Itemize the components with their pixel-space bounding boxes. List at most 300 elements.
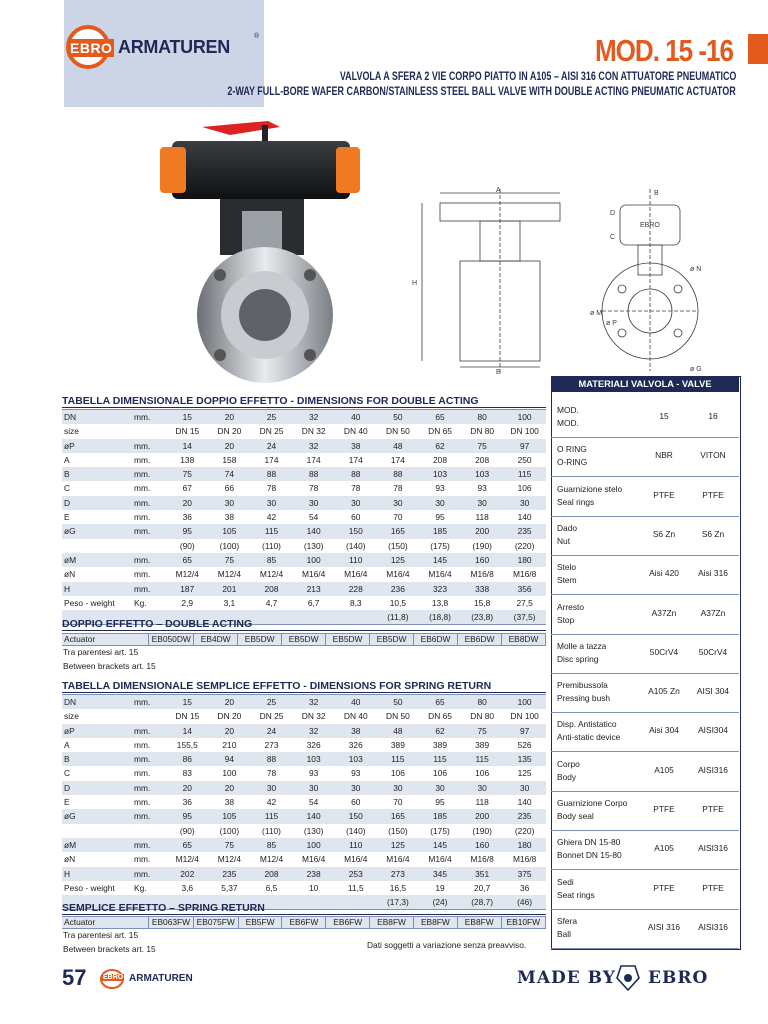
material-part-it: Guarnizione stelo: [557, 483, 623, 494]
table-cell: 20: [208, 724, 250, 738]
table-cell: 326: [348, 739, 363, 750]
material-value-v16: PTFE: [702, 804, 724, 814]
material-part-en: Body seal: [557, 811, 594, 821]
table-cell: 100: [503, 410, 546, 425]
actuator-cell: EB5FW: [238, 917, 282, 929]
table-cell: 83: [182, 768, 192, 779]
actuator-cell: EB075FW: [193, 917, 238, 929]
dim-label-g: ø G: [690, 366, 702, 373]
table-cell: 125: [377, 553, 419, 567]
material-value-v16: AISI304: [698, 725, 728, 736]
row-unit: [132, 539, 166, 553]
table-cell: 125: [517, 768, 532, 779]
double-acting-actuator-table: [62, 633, 546, 646]
table-row: [62, 709, 546, 723]
table-cell: (37,5): [503, 610, 546, 625]
dim-label-c: C: [610, 234, 616, 241]
row-label: B: [62, 467, 132, 481]
table-cell: 20,7: [473, 882, 491, 893]
material-part: [557, 797, 641, 823]
table-cell: 78: [266, 483, 277, 494]
table-cell: 30: [335, 781, 377, 795]
row-unit: [132, 709, 166, 723]
material-part-it: Premibussola: [557, 680, 608, 691]
row-unit: mm.: [134, 512, 151, 523]
material-value-v15: PTFE: [653, 489, 675, 500]
table-cell: 80: [461, 410, 503, 425]
table-cell: 15: [166, 410, 208, 425]
table-cell: (24): [419, 895, 461, 910]
row-label: øP: [62, 439, 132, 453]
materials-row: [551, 437, 739, 477]
table-cell: 100: [293, 838, 335, 852]
table-cell: 75: [208, 838, 250, 852]
table-cell: DN 100: [510, 426, 539, 437]
dim-label-m: ø M: [590, 310, 603, 317]
row-unit: Kg.: [134, 597, 147, 608]
table-cell: 16,5: [389, 882, 407, 893]
material-value-v15: PTFE: [653, 882, 675, 893]
table-cell: 160: [461, 553, 503, 567]
table-cell: 30: [503, 496, 546, 510]
actuator-cell: EB8DW: [501, 634, 545, 646]
table-cell: 62: [419, 439, 461, 453]
logo-ebro: EBRO: [70, 40, 113, 56]
table-cell: 60: [351, 512, 361, 523]
materials-title: MATERIALI VALVOLA - VALVE MATERIALS: [551, 376, 739, 392]
table-cell: DN 100: [510, 711, 539, 722]
row-label: D: [62, 496, 132, 510]
table-cell: 110: [335, 838, 377, 852]
material-part-en: Ball: [557, 928, 571, 939]
materials-row: [551, 870, 739, 910]
table-cell: 74: [208, 467, 250, 481]
materials-row: [551, 595, 739, 635]
table-cell: 118: [475, 797, 489, 808]
table-cell: (28,7): [461, 895, 503, 910]
table-cell: M16/8: [470, 569, 494, 580]
material-part-it: Dado: [557, 522, 578, 533]
table-cell: (130): [303, 540, 324, 551]
table-cell: 526: [517, 739, 532, 750]
actuator-label: Actuator: [62, 634, 149, 646]
table-cell: 228: [335, 582, 377, 596]
table-cell: 106: [517, 483, 532, 494]
row-label: Peso - weight: [64, 597, 115, 608]
valve-photo: [150, 115, 395, 385]
row-label: C: [64, 483, 71, 494]
table-cell: DN 32: [301, 711, 326, 722]
material-value-v15: A105: [654, 843, 674, 854]
material-value-v16: Aisi 316: [698, 568, 728, 579]
table-cell: 238: [293, 867, 335, 881]
actuator-cell: EB8FW: [457, 917, 501, 929]
dim-label-d: D: [610, 210, 616, 217]
table-cell: 375: [503, 867, 546, 881]
table-cell: 78: [393, 483, 403, 494]
table-cell: 48: [377, 724, 419, 738]
table-cell: 78: [308, 483, 319, 494]
table-cell: 106: [475, 768, 490, 779]
table-cell: DN 80: [470, 711, 495, 722]
table-cell: 94: [208, 752, 250, 766]
table-cell: 115: [461, 752, 503, 766]
double-acting-actuator-title: DOPPIO EFFETTO – DOUBLE ACTING: [62, 618, 546, 631]
table-cell: 140: [517, 797, 532, 808]
table-cell: M16/4: [344, 569, 368, 580]
material-value-v15: AISI 316: [647, 921, 681, 932]
table-cell: 208: [475, 454, 490, 465]
table-cell: 338: [461, 582, 503, 596]
actuator-cell: EB10FW: [501, 917, 545, 929]
table-cell: 326: [306, 739, 321, 750]
table-cell: 95: [435, 797, 445, 808]
table-row: [62, 524, 546, 538]
dim-label-e: E: [496, 369, 501, 375]
material-part: [557, 876, 641, 902]
material-part: [557, 404, 641, 430]
table-cell: (17,3): [377, 895, 419, 910]
row-label: Peso - weight: [64, 882, 115, 893]
made-by-brand: EBRO: [648, 968, 709, 988]
table-cell: 42: [266, 512, 277, 523]
table-cell: M16/4: [302, 569, 326, 580]
table-cell: 50: [377, 695, 419, 710]
table-cell: 273: [264, 739, 279, 750]
row-unit: mm.: [132, 439, 166, 453]
table-cell: 4,7: [265, 597, 278, 608]
table-cell: 100: [222, 768, 237, 779]
table-cell: (46): [503, 895, 546, 910]
material-value-v16: AISI 304: [696, 686, 730, 697]
table-cell: 125: [377, 838, 419, 852]
table-cell: 88: [250, 752, 292, 766]
table-cell: 140: [293, 524, 335, 538]
table-cell: 250: [517, 454, 532, 465]
table-cell: (220): [514, 825, 535, 836]
table-cell: 115: [419, 752, 461, 766]
table-cell: 66: [224, 483, 235, 494]
row-label: H: [62, 867, 132, 881]
table-cell: 105: [208, 524, 250, 538]
material-part-en: Stem: [557, 575, 577, 586]
actuator-cell: EB5DW: [282, 634, 326, 646]
material-part: [557, 443, 641, 469]
table-cell: 85: [250, 553, 292, 567]
material-value-v16: AISI316: [698, 764, 728, 775]
table-cell: 13,8: [431, 597, 449, 608]
table-cell: 201: [208, 582, 250, 596]
table-cell: 30: [461, 496, 503, 510]
table-cell: 185: [419, 524, 461, 538]
dim-label-n: ø N: [690, 266, 702, 273]
row-unit: [132, 824, 166, 838]
table-row: [62, 510, 546, 524]
table-cell: 20: [208, 410, 250, 425]
table-cell: 6,5: [265, 882, 278, 893]
row-label: DN: [62, 410, 132, 425]
actuator-cell: EB6FW: [282, 917, 326, 929]
material-part-en: Anti-static device: [557, 732, 621, 743]
table-cell: 25: [250, 695, 292, 710]
material-part-en: Pressing bush: [557, 693, 611, 704]
table-cell: 75: [461, 439, 503, 453]
table-cell: 32: [293, 410, 335, 425]
table-row: [62, 795, 546, 809]
table-cell: 174: [348, 454, 363, 465]
actuator-cell: EB5DW: [370, 634, 414, 646]
table-cell: 30: [461, 781, 503, 795]
table-cell: 38: [335, 439, 377, 453]
table-cell: 208: [433, 454, 447, 465]
brand-logo: [66, 25, 266, 71]
material-value-v15: S6 Zn: [652, 528, 676, 539]
table-row: [62, 539, 546, 553]
materials-row: [551, 830, 739, 870]
table-cell: 10: [308, 882, 319, 893]
material-part-en: Seal rings: [557, 496, 595, 507]
material-value-v16: AISI316: [698, 843, 728, 854]
table-cell: 93: [351, 768, 361, 779]
table-row: [62, 781, 546, 795]
double-acting-table: [62, 409, 546, 625]
table-row: [62, 596, 546, 610]
table-cell: 32: [293, 439, 335, 453]
material-part: [557, 522, 641, 548]
table-cell: 40: [335, 410, 377, 425]
materials-row: [551, 634, 739, 674]
material-value-v16: AISI316: [698, 921, 728, 932]
table-cell: 48: [377, 439, 419, 453]
table-cell: 38: [335, 724, 377, 738]
row-label: øN: [64, 569, 76, 580]
row-label: E: [64, 512, 70, 523]
material-part-it: Disp. Antistatico: [557, 719, 617, 730]
table-cell: 93: [435, 483, 445, 494]
table-cell: 30: [377, 781, 419, 795]
row-unit: [132, 424, 166, 438]
table-cell: 165: [377, 809, 419, 823]
table-cell: 85: [250, 838, 292, 852]
table-cell: DN 32: [301, 426, 326, 437]
table-cell: 65: [419, 695, 461, 710]
table-cell: 210: [222, 739, 237, 750]
table-cell: 145: [419, 838, 461, 852]
table-cell: 236: [377, 582, 419, 596]
materials-row: [551, 791, 739, 831]
table-cell: 115: [250, 809, 292, 823]
material-part-en: O-RING: [557, 457, 588, 468]
table-row: [62, 467, 546, 481]
material-value-v16: A37Zn: [700, 607, 726, 618]
table-cell: 100: [503, 695, 546, 710]
materials-row: [551, 712, 739, 752]
table-cell: 36: [182, 512, 192, 523]
table-cell: 2,9: [181, 597, 194, 608]
table-cell: 14: [166, 724, 208, 738]
headline-italian: VALVOLA A SFERA 2 VIE CORPO PIATTO IN A105 – AISI 316 CON ATTUATORE PNEUMATICO: [339, 71, 736, 83]
table-cell: 135: [503, 752, 546, 766]
actuator-cell: EB6DW: [458, 634, 502, 646]
technical-drawing: [400, 185, 740, 375]
table-cell: DN 50: [386, 711, 410, 722]
material-part: [557, 601, 641, 627]
table-cell: M16/8: [512, 854, 537, 865]
table-cell: 180: [503, 553, 546, 567]
row-label: DN: [62, 695, 132, 710]
table-cell: 97: [503, 724, 546, 738]
table-cell: 180: [503, 838, 546, 852]
table-cell: DN 65: [428, 426, 452, 437]
table-cell: (100): [219, 540, 240, 551]
table-cell: 30: [293, 496, 335, 510]
table-cell: 60: [351, 797, 361, 808]
row-unit: mm.: [132, 467, 166, 481]
row-label: øG: [62, 524, 132, 538]
actuator-cell: EB8FW: [370, 917, 414, 929]
table-cell: 20: [208, 439, 250, 453]
table-cell: 27,5: [516, 597, 533, 608]
table-cell: 65: [419, 410, 461, 425]
table-row: [62, 766, 546, 780]
material-part-en: Bonnet DN 15-80: [557, 850, 622, 861]
table-cell: M16/4: [428, 569, 452, 580]
table-cell: 105: [208, 809, 250, 823]
row-label: øN: [64, 854, 76, 865]
row-unit: mm.: [132, 781, 166, 795]
table-cell: 42: [266, 797, 277, 808]
row-unit: mm.: [134, 768, 151, 779]
disclaimer: Dati soggetti a variazione senza preavviso.: [367, 940, 527, 950]
actuator-cell: EB8FW: [413, 917, 457, 929]
table-cell: 40: [335, 695, 377, 710]
table-cell: 20: [166, 781, 208, 795]
table-cell: DN 25: [259, 426, 284, 437]
material-value-v15: A105 Zn: [648, 686, 680, 697]
spring-return-note-en: Between brackets art. 15: [63, 944, 156, 954]
row-unit: mm.: [132, 695, 166, 710]
table-cell: 389: [475, 739, 490, 750]
material-part-en: Body: [557, 771, 577, 782]
row-label: size: [64, 711, 79, 722]
table-cell: 155,5: [176, 739, 198, 750]
made-by-label: MADE BY: [517, 968, 616, 988]
table-cell: DN 65: [428, 711, 452, 722]
table-cell: 65: [166, 553, 208, 567]
headline-english: 2-WAY FULL-BORE WAFER CARBON/STAINLESS STEEL BALL VALVE WITH DOUBLE ACTING PNEUMATIC ACTUATOR: [227, 86, 736, 98]
table-cell: 389: [433, 739, 447, 750]
table-row: [62, 439, 546, 453]
row-unit: mm.: [132, 838, 166, 852]
material-part: [557, 640, 641, 666]
table-cell: DN 40: [343, 426, 368, 437]
table-cell: 54: [308, 797, 319, 808]
row-unit: mm.: [134, 569, 151, 580]
page-number: 57: [62, 965, 87, 990]
material-part-en: Seat rings: [557, 889, 595, 900]
table-cell: (150): [388, 825, 408, 836]
table-cell: (190): [472, 825, 492, 836]
table-row: [62, 738, 546, 752]
row-label: A: [64, 739, 70, 750]
row-unit: mm.: [134, 483, 151, 494]
material-part-it: Arresto: [557, 601, 584, 612]
table-cell: 30: [208, 496, 250, 510]
material-value-v16: 50CrV4: [698, 646, 728, 657]
dim-label-b: B: [654, 190, 659, 197]
table-cell: 106: [433, 768, 447, 779]
table-cell: M12/4: [259, 569, 284, 580]
table-cell: 100: [293, 553, 335, 567]
row-label: øG: [62, 809, 132, 823]
table-cell: 103: [335, 752, 377, 766]
table-row: [62, 695, 546, 710]
table-cell: 25: [250, 410, 292, 425]
materials-row: [551, 752, 739, 792]
row-label: D: [62, 781, 132, 795]
table-cell: 140: [293, 809, 335, 823]
table-cell: M16/4: [302, 854, 326, 865]
row-unit: mm.: [132, 410, 166, 425]
materials-row: [551, 555, 739, 595]
table-row: [62, 481, 546, 495]
material-value-v16: 16: [708, 411, 718, 421]
footer-logo-armaturen: ARMATUREN: [129, 973, 193, 984]
row-label: [62, 824, 132, 838]
table-cell: 70: [393, 797, 403, 808]
row-label: C: [64, 768, 71, 779]
table-cell: 38: [224, 512, 235, 523]
table-cell: 3,6: [181, 882, 194, 893]
row-unit: mm.: [134, 854, 151, 865]
row-label: øM: [62, 838, 132, 852]
table-cell: 150: [335, 809, 377, 823]
table-cell: 115: [503, 467, 546, 481]
table-cell: 158: [222, 454, 237, 465]
row-label: H: [62, 582, 132, 596]
row-label: øM: [62, 553, 132, 567]
table-cell: 187: [166, 582, 208, 596]
table-cell: 5,37: [221, 882, 238, 893]
table-row: [62, 582, 546, 596]
table-cell: 95: [166, 809, 208, 823]
table-cell: 75: [208, 553, 250, 567]
row-unit: mm.: [132, 809, 166, 823]
table-cell: M16/4: [428, 854, 452, 865]
table-cell: M12/4: [259, 854, 284, 865]
table-cell: 20: [208, 695, 250, 710]
table-cell: 88: [335, 467, 377, 481]
table-cell: 30: [250, 496, 292, 510]
table-cell: (110): [262, 540, 281, 551]
table-cell: DN 15: [175, 711, 200, 722]
table-cell: 345: [419, 867, 461, 881]
materials-row: [551, 909, 739, 949]
table-cell: 185: [419, 809, 461, 823]
materials-row: [551, 398, 739, 438]
table-row: [62, 553, 546, 567]
table-cell: 19: [435, 882, 445, 893]
table-cell: (18,8): [419, 610, 461, 625]
table-cell: 80: [461, 695, 503, 710]
spring-return-actuator-table: [62, 916, 546, 929]
material-part-it: MOD.: [557, 405, 579, 415]
row-unit: Kg.: [134, 882, 147, 893]
table-cell: 208: [250, 582, 292, 596]
actuator-cell: EB050DW: [149, 634, 194, 646]
spring-return-table: [62, 694, 546, 910]
double-acting-note-it: Tra parentesi art. 15: [63, 647, 139, 657]
